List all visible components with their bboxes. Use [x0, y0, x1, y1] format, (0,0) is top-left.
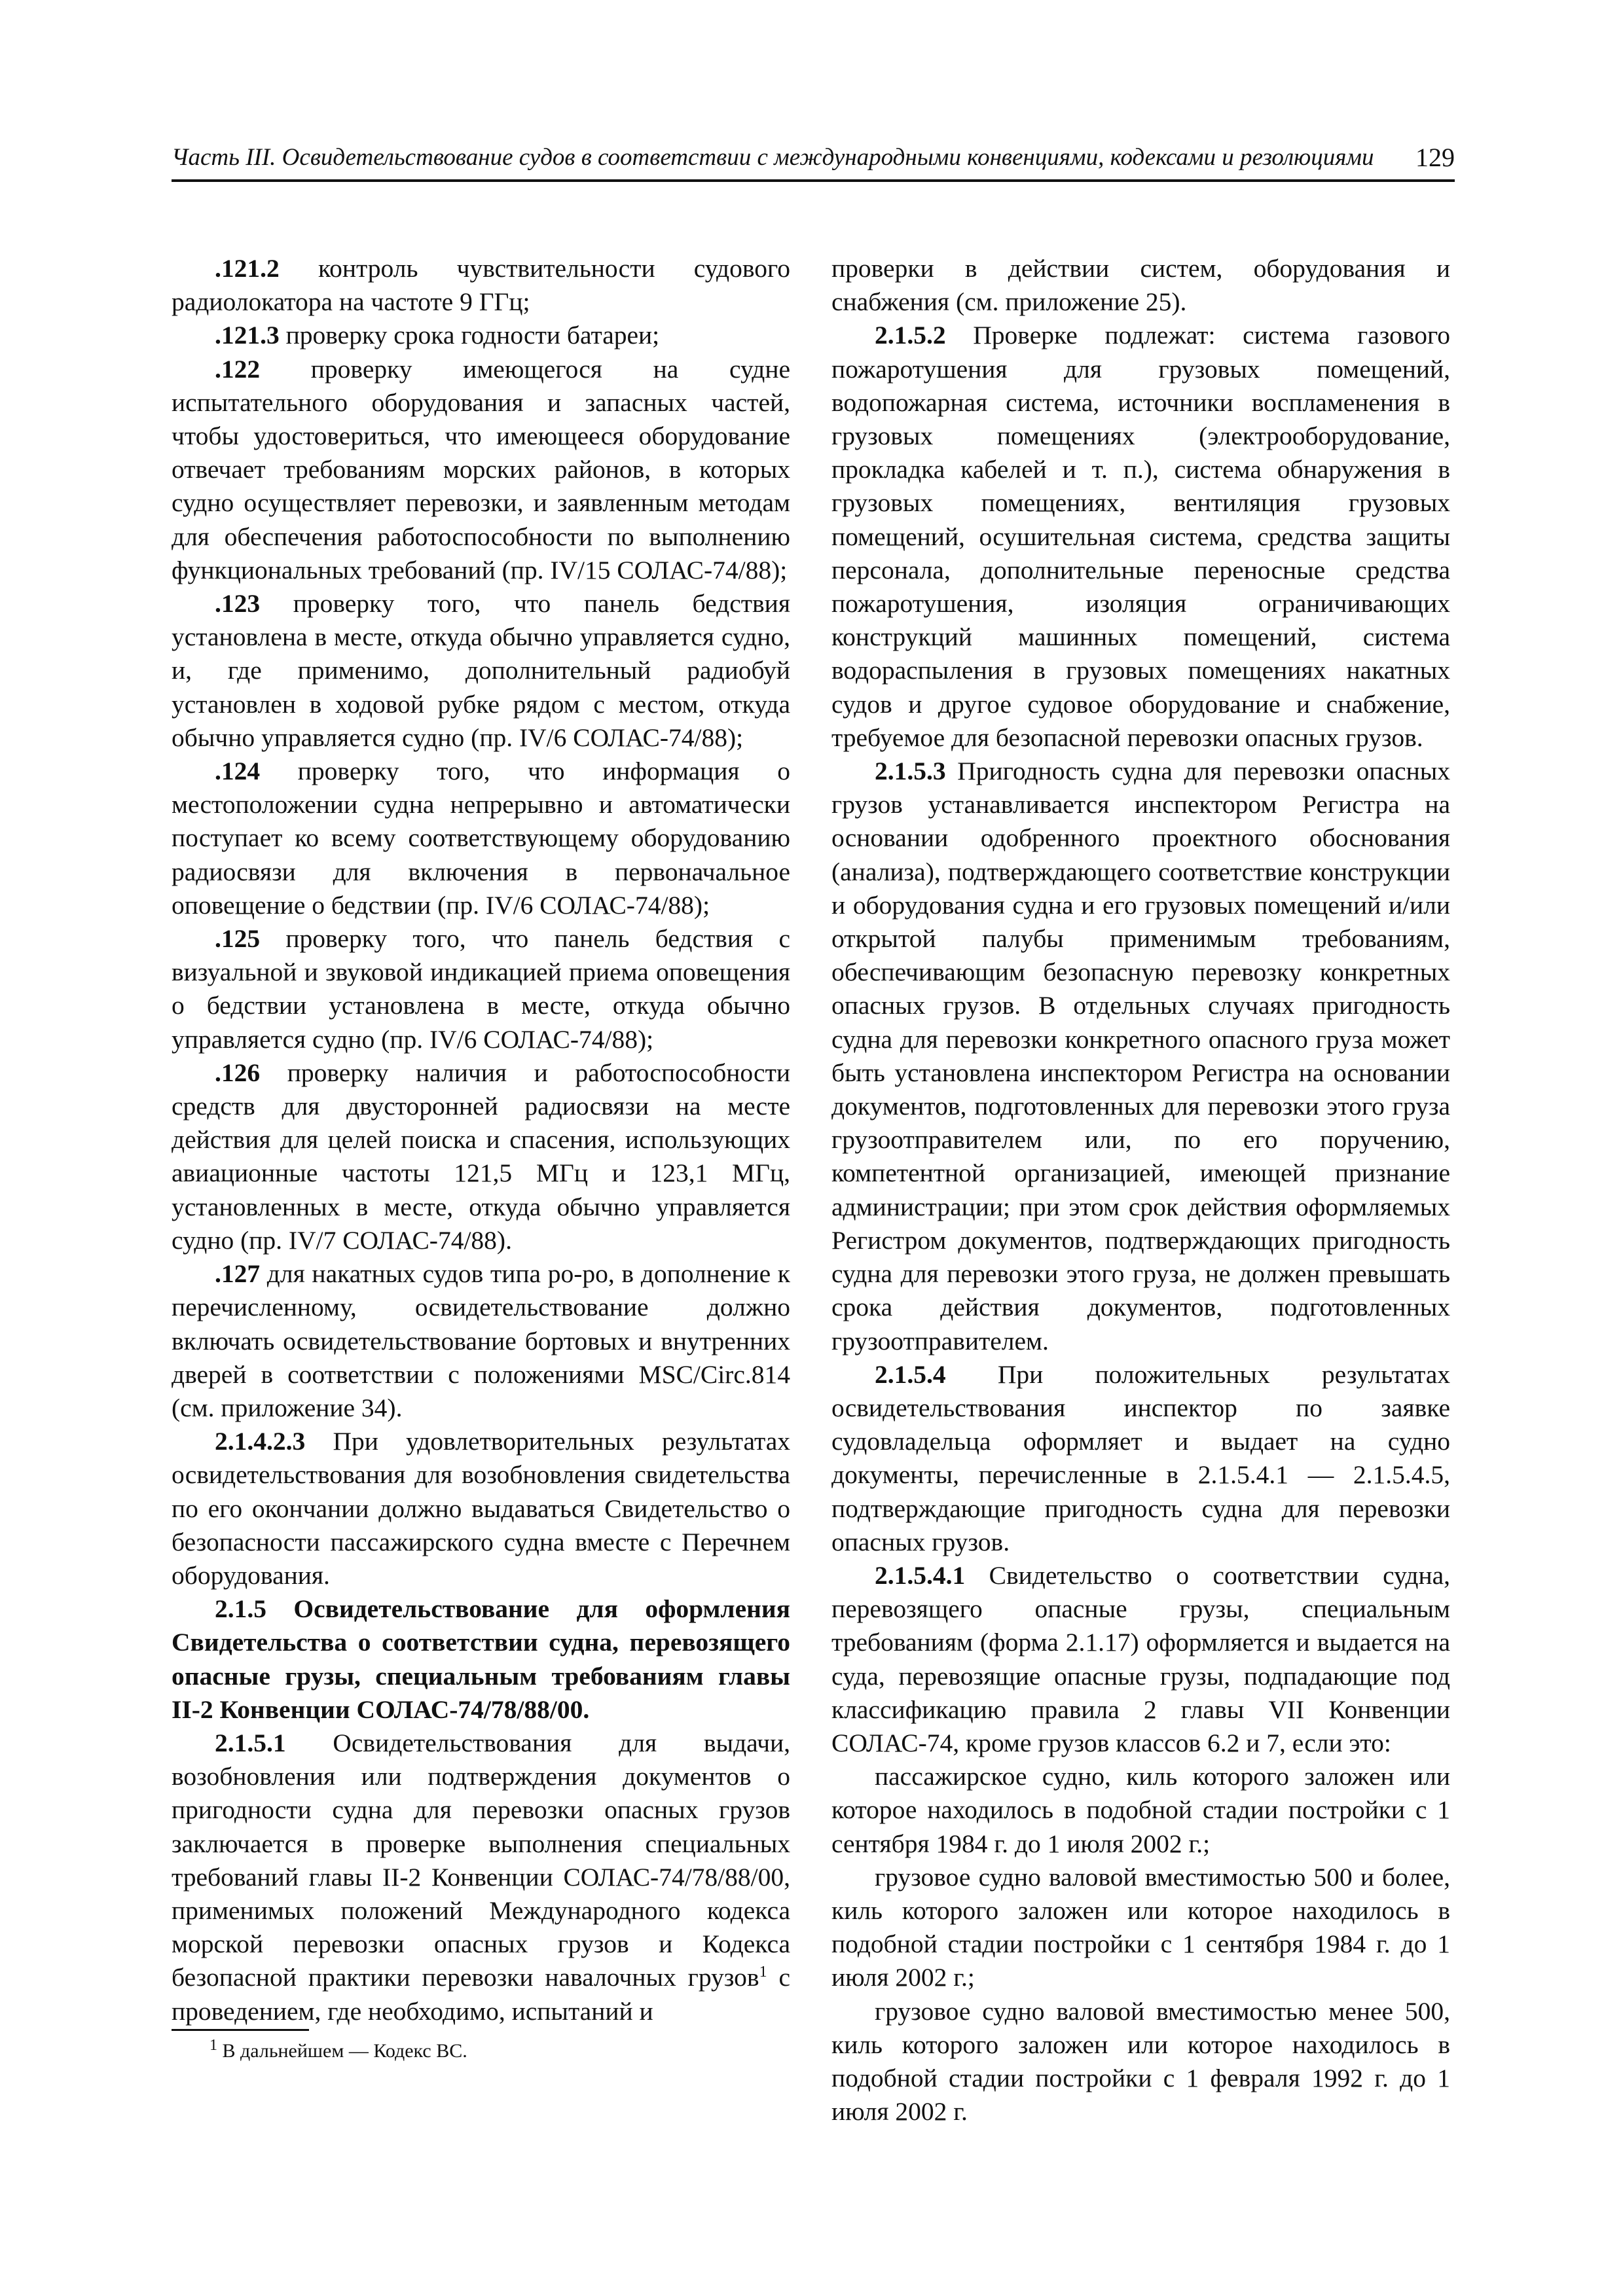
list-item-cargo-ship-500-plus: грузовое судно валовой вместимостью 500 и более, киль которого заложен или которое находилось в подобной стадии постройки с 1 сентября 1984 г. до 1 июля 2002 г.; — [831, 1862, 1450, 1992]
paragraph-125 — [172, 922, 790, 1056]
list-item-cargo-ship-under-500: грузовое судно валовой вместимостью менее 500, киль которого заложен или которое находилось в подобной стадии постройки с 1 февраля 1992 г. до 1 июля 2002 г. — [831, 1996, 1450, 2126]
item-number: .121.2 — [215, 254, 280, 283]
header-title: Часть III. Освидетельствование судов в соответствии с международными конвенциями, кодексами и резолюциями — [172, 144, 1374, 171]
paragraph-text: проверку наличия и работоспособности средств для двусторонней радиосвязи на месте действия для целей поиска и спасения, использующих авиационные частоты 121,5 МГц и 123,1 МГц, установленных в месте, откуда обычно управляется судно (пр. IV/7 СОЛАС-74/88). — [172, 1058, 790, 1255]
paragraph-2-1-5-4-1 — [831, 1559, 1450, 1760]
paragraph-126 — [172, 1056, 790, 1257]
paragraph-2-1-5-4 — [831, 1358, 1450, 1559]
paragraph-2-1-5-3 — [831, 755, 1450, 1358]
paragraph-2-1-5-2 — [831, 319, 1450, 755]
left-column — [172, 252, 790, 2028]
item-number: 2.1.5.4 — [875, 1359, 946, 1389]
paragraph-text: При положительных результатах освидетельствования инспектор по заявке судовладельца оформляет и выдает на судно документы, перечисленные в 2.1.5.4.1 — 2.1.5.4.5, подтверждающие пригодность судна для перевозки опасных грузов. — [831, 1359, 1450, 1556]
paragraph-text: Пригодность судна для перевозки опасных грузов устанавливается инспектором Регистра на основании одобренного проектного обоснования (анализа), подтверждающего соответствие конструкции и оборудования судна и его грузовых помещений и/или открытой палубы применимым требованиям, обеспечивающим безопасную перевозку конкретных опасных грузов. В отдельных случаях пригодность судна для перевозки конкретного опасного груза может быть установлена инспектором Регистра на основании документов, подготовленных для перевозки этого груза грузоотправителем или, по его поручению, компетентной организацией, имеющей признание администрации; при этом срок действия оформляемых Регистром документов, подтверждающих пригодность судна для перевозки этого груза, не должен превышать срока действия документов, подготовленных грузоотправителем. — [831, 757, 1450, 1355]
paragraph-text: При удовлетворительных результатах освидетельствования для возобновления свидетельства по его окончании должно выдаваться Свидетельство о безопасности пассажирского судна вместе с Перечнем оборудования. — [172, 1427, 790, 1590]
paragraph-121-3 — [172, 319, 790, 352]
paragraph-text-tail: с проведением, где необходимо, испытаний и — [172, 1963, 790, 2026]
item-number: .127 — [215, 1259, 261, 1289]
paragraph-text: проверку срока годности батареи; — [279, 321, 660, 350]
paragraph-text: проверку того, что панель бедствия с визуальной и звуковой индикацией приема оповещения о бедствии установлена в месте, откуда обычно управляется судно (пр. IV/6 СОЛАС-74/88); — [172, 924, 790, 1054]
footnote-text: В дальнейшем — Кодекс ВС. — [217, 2040, 467, 2062]
paragraph-2-1-4-2-3 — [172, 1425, 790, 1592]
footnote-reference: 1 — [759, 1964, 767, 1981]
paragraph-text: Свидетельство о соответствии судна, перевозящего опасные грузы, специальным требованиям (форма 2.1.17) оформляется и выдается на суда, перевозящие опасные грузы, подпадающие под классификацию правила 2 главы VII Конвенции СОЛАС-74, кроме грузов классов 6.2 и 7, если это: — [831, 1560, 1450, 1757]
paragraph-text: проверку того, что информация о местоположении судна непрерывно и автоматически поступает ко всему соответствующему оборудованию радиосвязи для включения в первоначальное оповещение о бедствии (пр. IV/6 СОЛАС-74/88); — [172, 757, 790, 920]
paragraph-continuation: проверки в действии систем, оборудования и снабжения (см. приложение 25). — [831, 254, 1450, 317]
paragraph-text: проверку имеющегося на судне испытательного оборудования и запасных частей, чтобы удостовериться, что имеющееся оборудование отвечает требованиям морских районов, в которых судно осуществляет перевозки, и заявленным методам для обеспечения работоспособности по выполнению функциональных требований (пр. IV/15 СОЛАС-74/88); — [172, 354, 790, 584]
running-header — [172, 139, 1455, 177]
page-number: 129 — [1415, 143, 1455, 172]
item-number: .124 — [215, 757, 261, 786]
paragraph-122 — [172, 353, 790, 587]
footnote — [210, 2037, 467, 2066]
paragraph-123 — [172, 587, 790, 755]
header-rule — [172, 179, 1455, 182]
paragraph-2-1-5-1 — [172, 1727, 790, 2028]
list-item-passenger-ship: пассажирское судно, киль которого заложен или которое находилось в подобной стадии постройки с 1 сентября 1984 г. до 1 июля 2002 г.; — [831, 1762, 1450, 1858]
paragraph-127 — [172, 1257, 790, 1425]
item-number: 2.1.5.2 — [875, 321, 946, 350]
paragraph-text: для накатных судов типа ро-ро, в дополнение к перечисленному, освидетельствование должно включать освидетельствование бортовых и внутренних дверей в соответствии с положениями MSC/Circ.814 (см. приложение 34). — [172, 1259, 790, 1422]
paragraph-121-2 — [172, 252, 790, 319]
paragraph-text: контроль чувствительности судового радиолокатора на частоте 9 ГГц; — [172, 254, 790, 317]
item-number: .121.3 — [215, 321, 280, 350]
footnote-rule — [172, 2029, 309, 2031]
item-number: .126 — [215, 1058, 261, 1087]
section-heading-2-1-5: 2.1.5 Освидетельствование для оформления Свидетельства о соответствии судна, перевозящего опасные грузы, специальным требованиям главы II-2 Конвенции СОЛАС-74/78/88/00. — [172, 1594, 790, 1724]
item-number: .125 — [215, 924, 261, 954]
item-number: .122 — [215, 354, 261, 384]
item-number: 2.1.5.1 — [215, 1728, 286, 1757]
paragraph-text: проверку того, что панель бедствия установлена в месте, откуда обычно управляется судно, и, где применимо, дополнительный радиобуй установлен в ходовой рубке рядом с местом, откуда обычно управляется судно (пр. IV/6 СОЛАС-74/88); — [172, 589, 790, 752]
paragraph-text: Проверке подлежат: система газового пожаротушения для грузовых помещений, водопожарная система, источники воспламенения в грузовых помещениях (электрооборудование, прокладка кабелей и т. п.), система обнаружения в грузовых помещениях, вентиляция грузовых помещений, осушительная система, средства защиты персонала, дополнительные переносные средства пожаротушения, изоляция ограничивающих конструкций машинных помещений, система водораспыления в грузовых помещениях накатных судов и другое судовое оборудование и снабжение, требуемое для безопасной перевозки опасных грузов. — [831, 321, 1450, 752]
right-column — [831, 252, 1450, 2128]
paragraph-124 — [172, 755, 790, 922]
item-number: 2.1.5.4.1 — [875, 1560, 966, 1590]
item-number: 2.1.4.2.3 — [215, 1427, 306, 1456]
item-number: .123 — [215, 589, 261, 619]
footnote-marker: 1 — [210, 2037, 217, 2054]
item-number: 2.1.5.3 — [875, 757, 946, 786]
paragraph-text: Освидетельствования для выдачи, возобновления или подтверждения документов о пригодности судна для перевозки опасных грузов заключается в проверке выполнения специальных требований главы II-2 Конвенции СОЛАС-74/78/88/00, применимых положений Международного кодекса морской перевозки опасных грузов и Кодекса безопасной практики перевозки навалочных грузов — [172, 1728, 790, 1992]
